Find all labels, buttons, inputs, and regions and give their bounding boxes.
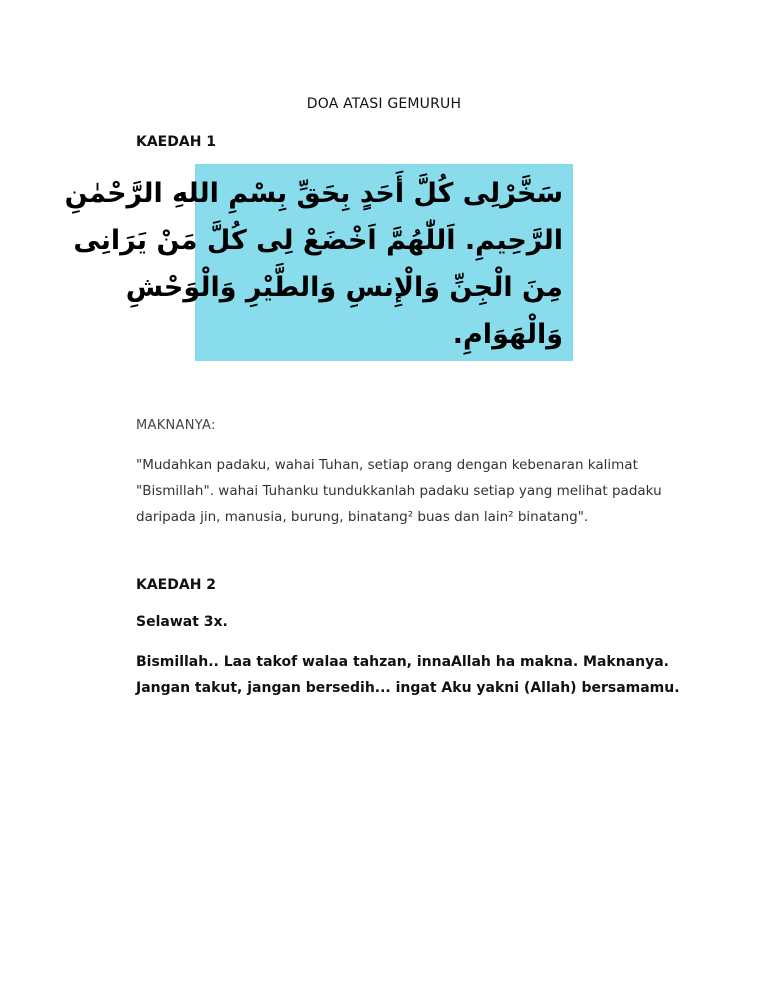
document-title: DOA ATASI GEMURUH (306, 96, 462, 112)
arabic-prayer-image (64, 164, 573, 361)
meaning-paragraph: "Mudahkan padaku, wahai Tuhan, setiap orang dengan kebenaran kalimat "Bismillah". wahai Tuhanku tundukkanlah padaku setiap yang melihat padaku daripada jin, manusia, burung, binatang² buas dan lain² binatang". (136, 457, 662, 525)
arabic-line-1: سَخَّرْلِى كُلَّ أَحَدٍ بِحَقِّ بِسْمِ اللهِ الرَّحْمٰنِ (64, 178, 563, 209)
kaedah-2-heading: KAEDAH 2 (136, 577, 217, 593)
arabic-line-3: مِنَ الْجِنِّ وَالْإِنسِ وَالطَّيْرِ وَالْوَحْشِ (125, 272, 563, 303)
kaedah-2-paragraph: Bismillah.. Laa takof walaa tahzan, innaAllah ha makna. Maknanya. Jangan takut, jangan bersedih... ingat Aku yakni (Allah) bersamamu. (136, 654, 680, 696)
arabic-line-4: وَالْهَوَامِ. (452, 319, 563, 350)
kaedah-1-heading: KAEDAH 1 (136, 134, 217, 150)
meaning-label: MAKNANYA: (136, 418, 216, 433)
arabic-line-2: الرَّحِيمِ. اَللّٰهُمَّ اَخْضَعْ لِى كُلَّ مَنْ يَرَانِى (73, 225, 563, 256)
selawat-instruction: Selawat 3x. (136, 614, 228, 630)
